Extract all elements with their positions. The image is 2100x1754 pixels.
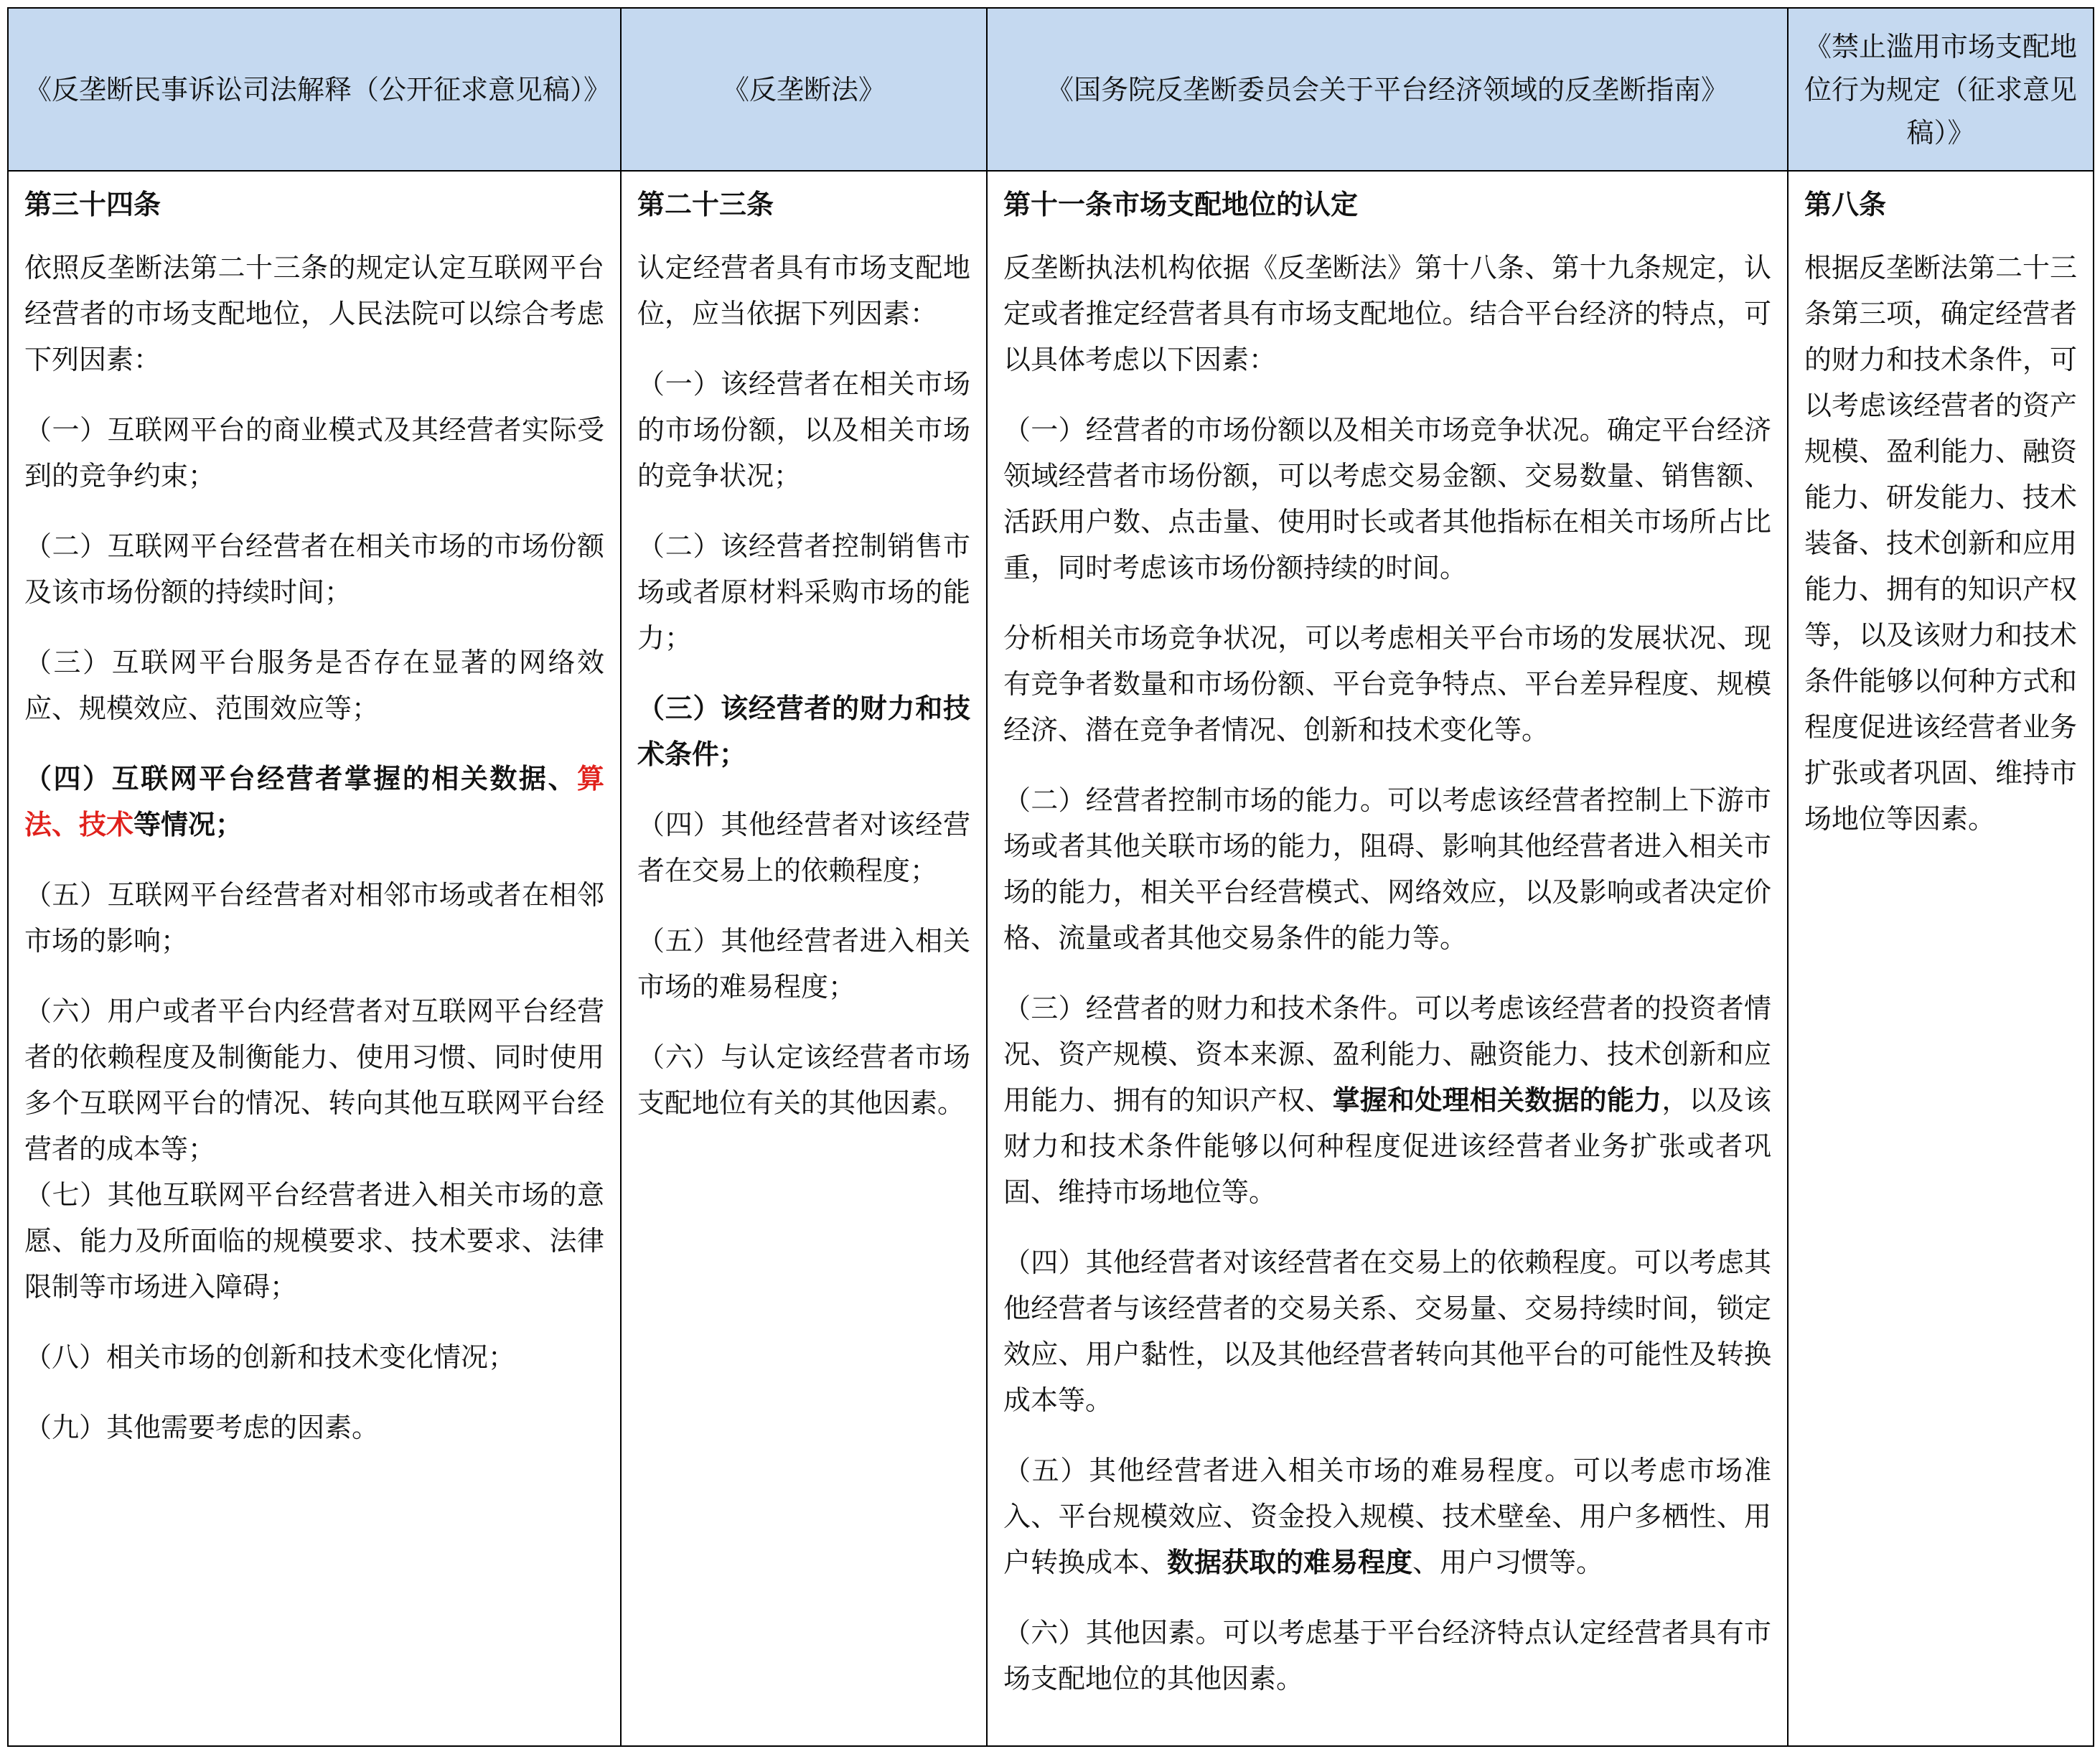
article-item: （八）相关市场的创新和技术变化情况； (24, 1341, 516, 1373)
item-text: 、用户习惯等。 (1412, 1547, 1604, 1578)
article-item (1003, 985, 1771, 1215)
item-text: 等情况； (133, 808, 243, 840)
article-item: （三）互联网平台服务是否存在显著的网络效应、规模效应、范围效应等； (24, 647, 604, 724)
article-item (1003, 1448, 1771, 1585)
article-item: （六）与认定该经营者市场支配地位有关的其他因素。 (637, 1041, 970, 1119)
article-item: （一）互联网平台的商业模式及其经营者实际受到的竞争约束； (24, 414, 604, 492)
article-item: （四）其他经营者对该经营者在交易上的依赖程度； (637, 809, 970, 886)
item-text: （三）经营者的财力和技术条件。可以考虑该经营者的投资者情况、资产规模、资本来源、盈利能力、融资能力、技术创新和应用能力、拥有的知识产权、 (1003, 993, 1771, 1116)
cell-platform-guideline (987, 171, 1788, 1746)
bold-highlight: 掌握和处理相关数据的能力 (1332, 1084, 1662, 1116)
article-intro: 认定经营者具有市场支配地位，应当依据下列因素： (637, 252, 970, 329)
article-item: （四）其他经营者对该经营者在交易上的依赖程度。可以考虑其他经营者与该经营者的交易关系、交易量、交易持续时间，锁定效应、用户黏性，以及其他经营者转向其他平台的可能性及转换成本等。 (1003, 1247, 1771, 1416)
article-item: （一）经营者的市场份额以及相关市场竞争状况。确定平台经济领域经营者市场份额，可以考虑交易金额、交易数量、销售额、活跃用户数、点击量、使用时长或者其他指标在相关市场所占比重，同时考虑该市场份额持续的时间。 (1003, 414, 1771, 583)
article-item-highlighted: （三）该经营者的财力和技术条件； (637, 692, 970, 770)
bold-highlight: 数据获取的难易程度 (1167, 1546, 1413, 1578)
article-item: （一）该经营者在相关市场的市场份额，以及相关市场的竞争状况； (637, 368, 970, 492)
cell-abuse-regulation (1788, 171, 2094, 1746)
header-row (8, 8, 2094, 171)
article-item: （二）经营者控制市场的能力。可以考虑该经营者控制上下游市场或者其他关联市场的能力，阻碍、影响其他经营者进入相关市场的能力，相关平台经营模式、网络效应，以及影响或者决定价格、流量或者其他交易条件的能力等。 (1003, 784, 1771, 954)
article-item: （七）其他互联网平台经营者进入相关市场的意愿、能力及所面临的规模要求、技术要求、法律限制等市场进入障碍； (24, 1179, 604, 1303)
article-title: 第八条 (1804, 188, 1887, 220)
item-text: ，以及该财力和技术条件能够以何种程度促进该经营者业务扩张或者巩固、维持市场地位等。 (1003, 1084, 1771, 1208)
article-item: 分析相关市场竞争状况，可以考虑相关平台市场的发展状况、现有竞争者数量和市场份额、平台竞争特点、平台差异程度、规模经济、潜在竞争者情况、创新和技术变化等。 (1003, 622, 1771, 746)
comparison-table (7, 7, 2094, 1747)
header-antimonopoly-law: 《反垄断法》 (621, 8, 987, 171)
item-text: （五）其他经营者进入相关市场的难易程度。可以考虑市场准入、平台规模效应、资金投入规模、技术壁垒、用户多栖性、用户转换成本、 (1003, 1455, 1771, 1578)
article-item: （二）该经营者控制销售市场或者原材料采购市场的能力； (637, 530, 970, 654)
article-title: 第十一条市场支配地位的认定 (1003, 188, 1359, 220)
article-item: （二）互联网平台经营者在相关市场的市场份额及该市场份额的持续时间； (24, 530, 604, 608)
article-intro: 依照反垄断法第二十三条的规定认定互联网平台经营者的市场支配地位，人民法院可以综合考虑下列因素： (24, 252, 604, 375)
article-item: （六）用户或者平台内经营者对互联网平台经营者的依赖程度及制衡能力、使用习惯、同时使用多个互联网平台的情况、转向其他互联网平台经营者的成本等； (24, 995, 604, 1165)
article-body: 根据反垄断法第二十三条第三项，确定经营者的财力和技术条件，可以考虑该经营者的资产规模、盈利能力、融资能力、研发能力、技术装备、技术创新和应用能力、拥有的知识产权等，以及该财力和技术条件能够以何种方式和程度促进该经营者业务扩张或者巩固、维持市场地位等因素。 (1804, 252, 2078, 835)
article-intro: 反垄断执法机构依据《反垄断法》第十八条、第十九条规定，认定或者推定经营者具有市场支配地位。结合平台经济的特点，可以具体考虑以下因素： (1003, 252, 1771, 375)
article-item: （五）其他经营者进入相关市场的难易程度； (637, 925, 970, 1003)
header-platform-guideline: 《国务院反垄断委员会关于平台经济领域的反垄断指南》 (987, 8, 1788, 171)
content-row (8, 171, 2094, 1746)
cell-antimonopoly-law (621, 171, 987, 1746)
item-text: （四）互联网平台经营者掌握的相关数据、 (24, 762, 577, 794)
article-title: 第二十三条 (637, 188, 774, 220)
article-item: （五）互联网平台经营者对相邻市场或者在相邻市场的影响； (24, 879, 604, 957)
header-judicial-interpretation: 《反垄断民事诉讼司法解释（公开征求意见稿）》 (8, 8, 621, 171)
article-item-highlighted (24, 756, 604, 848)
article-item: （六）其他因素。可以考虑基于平台经济特点认定经营者具有市场支配地位的其他因素。 (1003, 1617, 1771, 1694)
header-abuse-regulation: 《禁止滥用市场支配地位行为规定（征求意见稿）》 (1788, 8, 2094, 171)
cell-judicial-interpretation (8, 171, 621, 1746)
article-title: 第三十四条 (24, 188, 161, 220)
red-highlight: 算法、技术 (24, 762, 604, 840)
article-item: （九）其他需要考虑的因素。 (24, 1412, 380, 1443)
